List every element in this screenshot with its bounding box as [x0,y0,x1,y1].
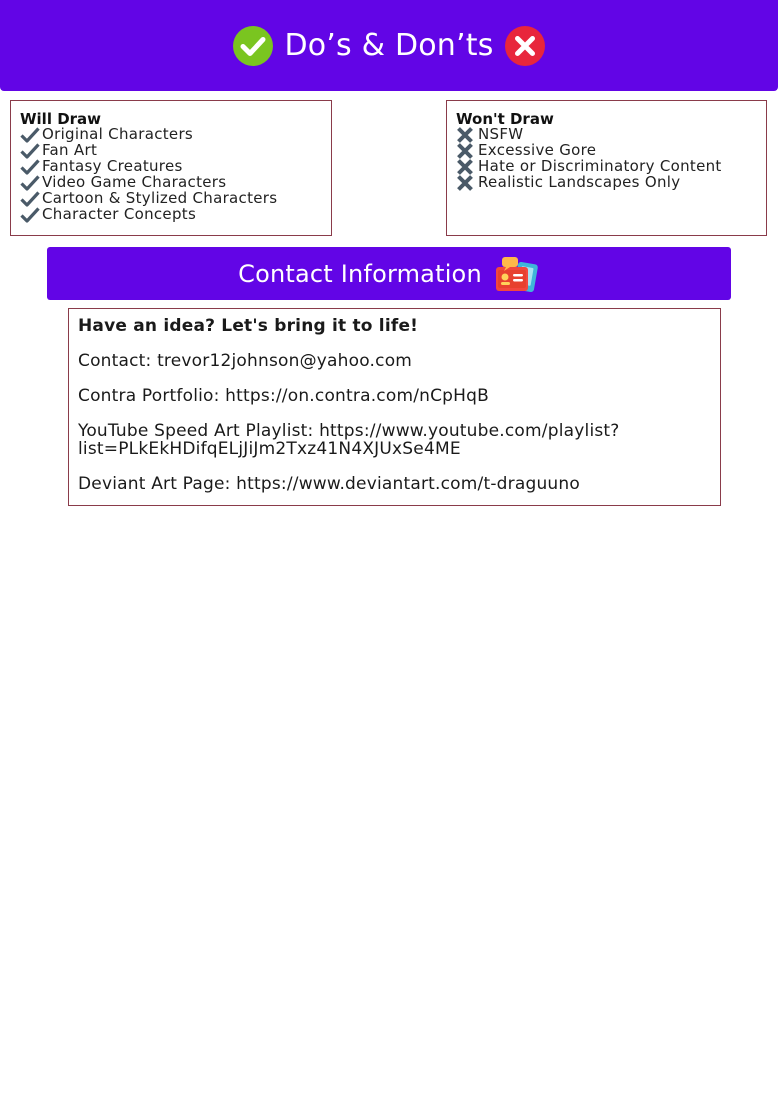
checkmark-icon [20,127,42,143]
list-item: Excessive Gore [456,143,757,159]
deviantart-line: Deviant Art Page: https://www.deviantart.com/t-draguuno [78,474,580,494]
list-item: Fan Art [20,143,322,159]
contact-box [68,308,721,506]
contra-portfolio-line: Contra Portfolio: https://on.contra.com/nCpHqB [78,386,490,406]
list-item: Character Concepts [20,207,322,223]
page-title: Do’s & Don’ts [284,28,494,63]
wont-draw-title: Won't Draw [456,110,554,128]
header-banner [0,0,778,91]
will-draw-list [20,127,322,223]
list-item: Cartoon & Stylized Characters [20,191,322,207]
id-card-icon [492,255,540,293]
header-title-row [232,25,545,67]
list-item: Video Game Characters [20,175,322,191]
checkmark-icon [20,159,42,175]
wont-draw-list [456,127,757,191]
checkmark-icon [20,191,42,207]
contact-banner [47,247,731,300]
list-item: Fantasy Creatures [20,159,322,175]
list-item: Realistic Landscapes Only [456,175,757,191]
wont-draw-box [446,100,767,236]
checkmark-icon [20,143,42,159]
contact-banner-title: Contact Information [238,259,482,288]
list-item: Original Characters [20,127,322,143]
check-circle-icon [232,25,274,67]
contact-heading: Have an idea? Let's bring it to life! [78,316,419,336]
x-circle-icon [504,25,546,67]
list-item: Hate or Discriminatory Content [456,159,757,175]
cross-mark-icon [456,127,478,143]
will-draw-box [10,100,332,236]
contact-email-line: Contact: trevor12johnson@yahoo.com [78,351,413,371]
youtube-playlist-line: YouTube Speed Art Playlist: https://www.youtube.com/playlist? list=PLkEkHDifqELjJiJm2Txz41N4XJUxSe4ME [78,421,620,459]
checkmark-icon [20,207,42,223]
cross-mark-icon [456,175,478,191]
checkmark-icon [20,175,42,191]
cross-mark-icon [456,159,478,175]
list-item: NSFW [456,127,757,143]
cross-mark-icon [456,143,478,159]
will-draw-title: Will Draw [20,110,102,128]
